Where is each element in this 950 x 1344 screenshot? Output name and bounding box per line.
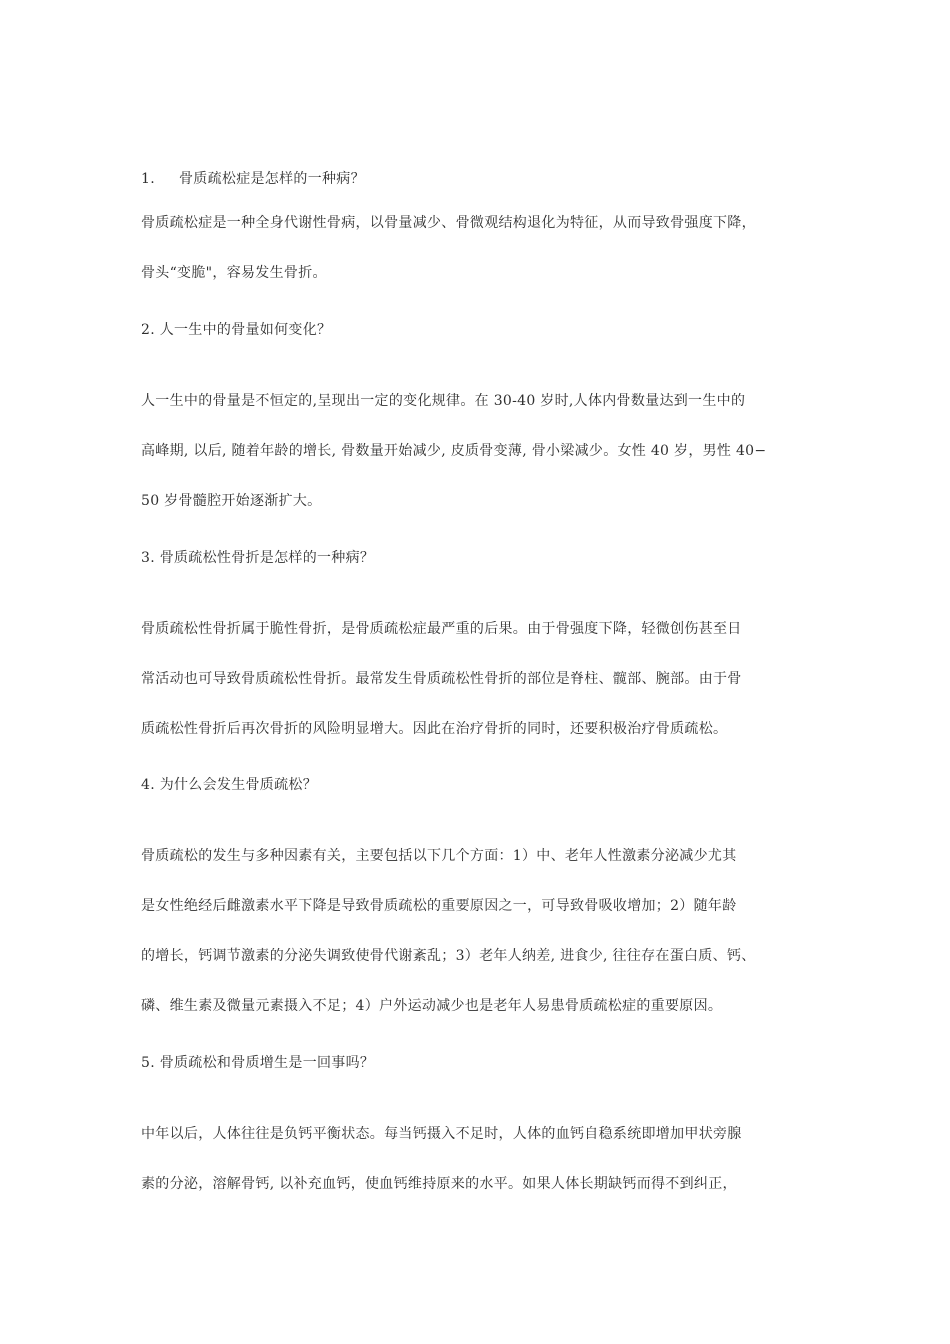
question-heading-4: 4. 为什么会发生骨质疏松？: [141, 777, 318, 793]
paragraph-line: 中年以后，人体往往是负钙平衡状态。每当钙摄入不足时，人体的血钙自稳系统即增加甲状旁腺: [141, 1126, 742, 1142]
question-number: 1.: [141, 171, 155, 187]
paragraph-line: 骨头“变脆"，容易发生骨折。: [141, 265, 327, 281]
question-heading-2: 2. 人一生中的骨量如何变化？: [141, 322, 332, 338]
paragraph-line: 素的分泌，溶解骨钙, 以补充血钙，使血钙维持原来的水平。如果人体长期缺钙而得不到纠正，: [141, 1176, 737, 1192]
paragraph-line: 骨质疏松性骨折属于脆性骨折，是骨质疏松症最严重的后果。由于骨强度下降，轻微创伤甚至日: [141, 621, 742, 637]
paragraph-line: 人一生中的骨量是不恒定的,呈现出一定的变化规律。在 30-40 岁时,人体内骨数量达到一生中的: [141, 393, 746, 409]
paragraph-line: 常活动也可导致骨质疏松性骨折。最常发生骨质疏松性骨折的部位是脊柱、髋部、腕部。由于骨: [141, 671, 742, 687]
question-heading-1: [141, 169, 365, 189]
question-heading-3: 3. 骨质疏松性骨折是怎样的一种病？: [141, 550, 375, 566]
paragraph-line: 高峰期, 以后, 随着年龄的增长, 骨数量开始减少, 皮质骨变薄, 骨小梁减少。女性 40 岁，男性 40−: [141, 443, 767, 459]
paragraph-line: 质疏松性骨折后再次骨折的风险明显增大。因此在治疗骨折的同时，还要积极治疗骨质疏松。: [141, 721, 728, 737]
question-title: 骨质疏松症是怎样的一种病？: [179, 171, 365, 187]
paragraph-line: 是女性绝经后雌激素水平下降是导致骨质疏松的重要原因之一，可导致骨吸收增加；2）随年龄: [141, 898, 737, 914]
paragraph-line: 磷、维生素及微量元素摄入不足；4）户外运动减少也是老年人易患骨质疏松症的重要原因。: [141, 998, 723, 1014]
paragraph-line: 的增长，钙调节激素的分泌失调致使骨代谢紊乱；3）老年人纳差, 进食少, 往往存在蛋白质、钙、: [141, 948, 756, 964]
paragraph-line: 50 岁骨髓腔开始逐渐扩大。: [141, 493, 322, 509]
question-heading-5: 5. 骨质疏松和骨质增生是一回事吗？: [141, 1055, 375, 1071]
paragraph-line: 骨质疏松的发生与多种因素有关，主要包括以下几个方面：1）中、老年人性激素分泌减少尤其: [141, 848, 737, 864]
paragraph-line: 骨质疏松症是一种全身代谢性骨病，以骨量减少、骨微观结构退化为特征，从而导致骨强度下降，: [141, 215, 756, 231]
